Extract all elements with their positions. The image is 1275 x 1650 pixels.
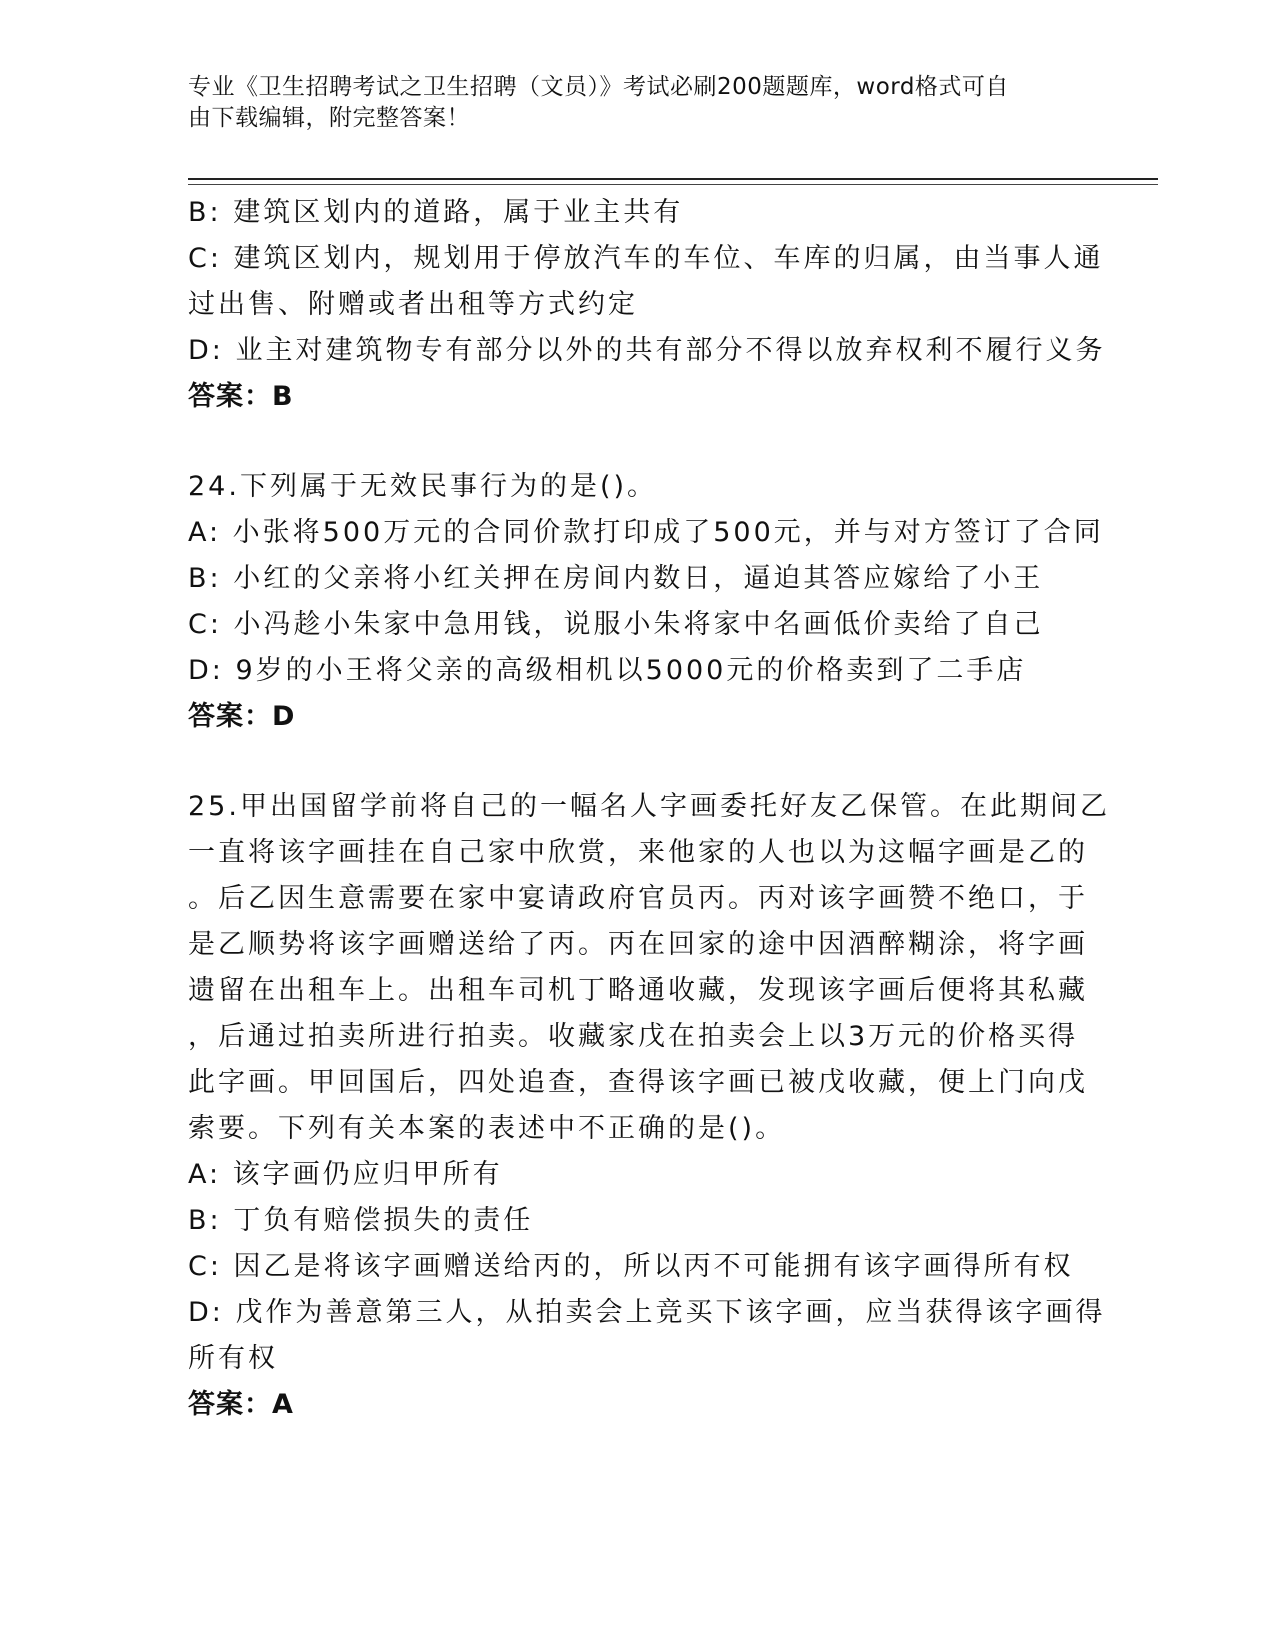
q25-option-c: C: 因乙是将该字画赠送给丙的，所以丙不可能拥有该字画得所有权 (188, 1251, 1074, 1282)
q25-stem-line: 。后乙因生意需要在家中宴请政府官员丙。丙对该字画赞不绝口，于 (188, 883, 1088, 914)
q24-answer: 答案：D (188, 701, 296, 732)
question-24 (188, 464, 1104, 740)
q23-option-b: B: 建筑区划内的道路，属于业主共有 (188, 197, 684, 228)
header-divider-thin (188, 184, 1158, 185)
question-25 (188, 784, 1110, 1428)
header-divider-thick (188, 178, 1158, 180)
q23-option-d: D: 业主对建筑物专有部分以外的共有部分不得以放弃权利不履行义务 (188, 335, 1106, 366)
q25-option-d-line-1: D: 戊作为善意第三人，从拍卖会上竞买下该字画，应当获得该字画得 (188, 1297, 1106, 1328)
spacer (188, 740, 1088, 784)
q24-option-c: C: 小冯趁小朱家中急用钱，说服小朱将家中名画低价卖给了自己 (188, 609, 1044, 640)
q25-answer: 答案：A (188, 1389, 294, 1420)
q25-stem-line: 25.甲出国留学前将自己的一幅名人字画委托好友乙保管。在此期间乙 (188, 791, 1110, 822)
q25-option-d-line-2: 所有权 (188, 1343, 278, 1374)
q23-option-c-line-1: C: 建筑区划内，规划用于停放汽车的车位、车库的归属，由当事人通 (188, 243, 1104, 274)
page-header (188, 72, 1088, 134)
q25-stem-line: 索要。下列有关本案的表述中不正确的是()。 (188, 1113, 786, 1144)
q25-option-b: B: 丁负有赔偿损失的责任 (188, 1205, 534, 1236)
q25-stem-line: 此字画。甲回国后，四处追查，查得该字画已被戊收藏，便上门向戊 (188, 1067, 1088, 1098)
q23-answer: 答案：B (188, 381, 294, 412)
q24-option-b: B: 小红的父亲将小红关押在房间内数日，逼迫其答应嫁给了小王 (188, 563, 1044, 594)
q25-option-a: A: 该字画仍应归甲所有 (188, 1159, 503, 1190)
q24-stem: 24.下列属于无效民事行为的是()。 (188, 471, 658, 502)
q24-option-d: D: 9岁的小王将父亲的高级相机以5000元的价格卖到了二手店 (188, 655, 1027, 686)
spacer (188, 420, 1088, 464)
header-line-2: 由下载编辑，附完整答案！ (188, 105, 470, 131)
q24-option-a: A: 小张将500万元的合同价款打印成了500元，并与对方签订了合同 (188, 517, 1104, 548)
q25-stem-line: 是乙顺势将该字画赠送给了丙。丙在回家的途中因酒醉糊涂，将字画 (188, 929, 1088, 960)
q25-stem-line: ，后通过拍卖所进行拍卖。收藏家戊在拍卖会上以3万元的价格买得 (188, 1021, 1079, 1052)
q25-stem-line: 遗留在出租车上。出租车司机丁略通收藏，发现该字画后便将其私藏 (188, 975, 1088, 1006)
q25-stem-line: 一直将该字画挂在自己家中欣赏，来他家的人也以为这幅字画是乙的 (188, 837, 1088, 868)
header-line-1: 专业《卫生招聘考试之卫生招聘（文员）》考试必刷200题题库，word格式可自 (188, 74, 1009, 100)
question-23 (188, 190, 1106, 420)
question-content (188, 190, 1110, 1428)
q23-option-c-line-2: 过出售、附赠或者出租等方式约定 (188, 289, 638, 320)
